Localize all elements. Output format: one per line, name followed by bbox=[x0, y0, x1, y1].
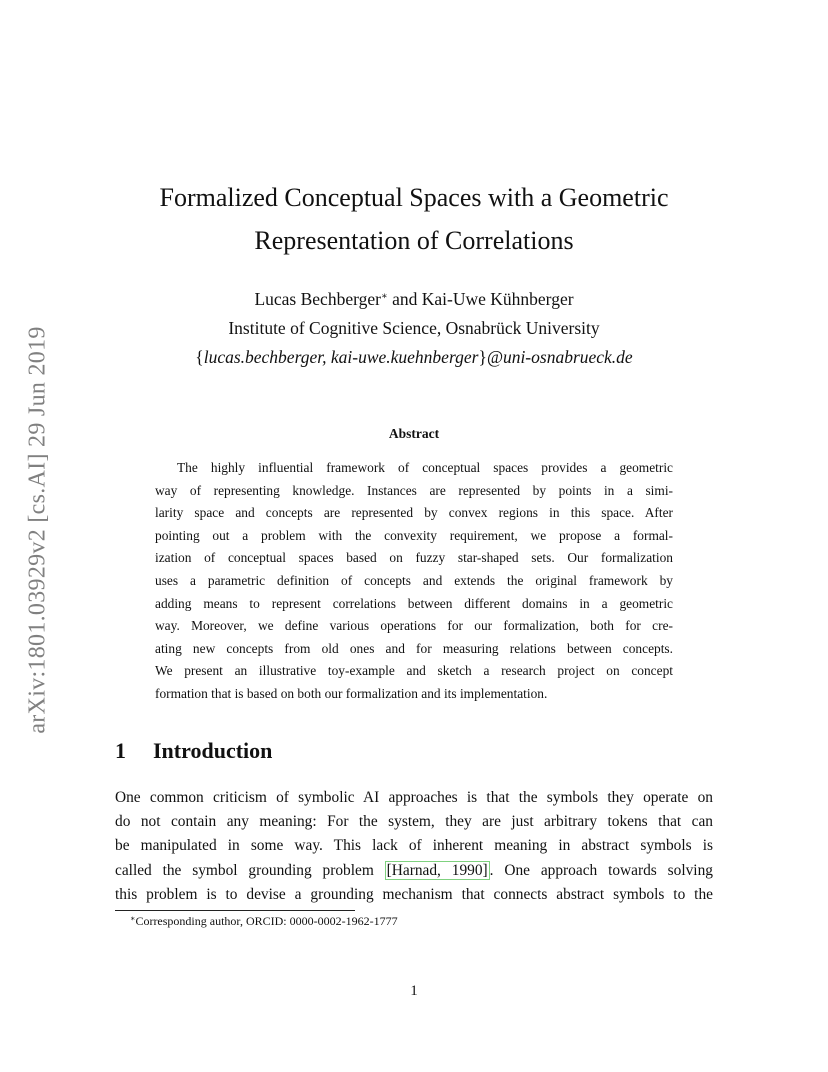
section-number: 1 bbox=[115, 738, 126, 763]
body-text-fragment: called the symbol grounding problem bbox=[115, 861, 385, 879]
author-2: and Kai-Uwe Kühnberger bbox=[387, 289, 574, 309]
arxiv-sidebar bbox=[16, 300, 60, 760]
abstract-line: ization of conceptual spaces based on fuzzy star-shaped sets. Our formalization bbox=[155, 550, 673, 566]
title-line-2: Representation of Correlations bbox=[254, 226, 574, 255]
corresponding-mark: ∗ bbox=[380, 291, 388, 302]
author-1: Lucas Bechberger bbox=[254, 289, 381, 309]
abstract-line: pointing out a problem with the convexity requirement, we propose a formal- bbox=[155, 527, 673, 543]
author-block bbox=[100, 282, 728, 372]
affiliation: Institute of Cognitive Science, Osnabrück University bbox=[228, 318, 600, 338]
abstract-line: ating new concepts from old ones and for measuring relations between concepts. bbox=[155, 640, 673, 656]
abstract-line: larity space and concepts are represented by convex regions in this space. After bbox=[155, 505, 673, 521]
arxiv-identifier: arXiv:1801.03929v2 [cs.AI] 29 Jun 2019 bbox=[24, 326, 51, 734]
body-paragraph bbox=[115, 786, 713, 907]
author-emails[interactable] bbox=[100, 343, 728, 372]
abstract-line: The highly influential framework of conceptual spaces provides a geometric bbox=[177, 460, 673, 475]
footnote-mark: ∗ bbox=[130, 914, 136, 923]
abstract-line: formation that is based on both our formalization and its implementation. bbox=[155, 685, 548, 701]
paper-title bbox=[100, 176, 728, 262]
abstract-line: uses a parametric definition of concepts and extends the original framework by bbox=[155, 572, 673, 588]
body-text-fragment: . One approach towards solving bbox=[489, 861, 713, 879]
body-line bbox=[115, 859, 713, 883]
abstract-line: We present an illustrative toy-example and sketch a research project on concept bbox=[155, 663, 673, 679]
body-line: be manipulated in some way. This lack of inherent meaning in abstract symbols is bbox=[115, 837, 713, 855]
body-line: this problem is to devise a grounding mechanism that connects abstract symbols to the bbox=[115, 885, 713, 903]
section-heading bbox=[115, 738, 272, 764]
title-line-1: Formalized Conceptual Spaces with a Geometric bbox=[159, 183, 669, 212]
abstract-line: adding means to represent correlations between different domains in a geometric bbox=[155, 595, 673, 611]
email-open-brace: { bbox=[195, 347, 204, 367]
email-domain: @uni-osnabrueck.de bbox=[486, 347, 633, 367]
author-names bbox=[100, 282, 728, 314]
footnote-divider bbox=[115, 910, 355, 911]
footnote-text: Corresponding author, ORCID: 0000-0002-1962-1777 bbox=[135, 914, 398, 928]
abstract-line: way of representing knowledge. Instances are represented by points in a simi- bbox=[155, 482, 673, 498]
abstract-line: way. Moreover, we define various operations for our formalization, both for cre- bbox=[155, 618, 673, 634]
citation-link[interactable]: [Harnad, 1990] bbox=[386, 861, 488, 879]
section-title: Introduction bbox=[153, 738, 273, 763]
abstract-heading: Abstract bbox=[388, 426, 440, 441]
abstract-body bbox=[155, 457, 673, 706]
email-close-brace: } bbox=[478, 347, 487, 367]
body-line: One common criticism of symbolic AI approaches is that the symbols they operate on bbox=[115, 789, 713, 806]
page-number: 1 bbox=[410, 983, 418, 999]
footnote bbox=[130, 914, 398, 929]
body-line: do not contain any meaning: For the system, they are just arbitrary tokens that can bbox=[115, 813, 713, 831]
email-names: lucas.bechberger, kai-uwe.kuehnberger bbox=[203, 347, 479, 367]
